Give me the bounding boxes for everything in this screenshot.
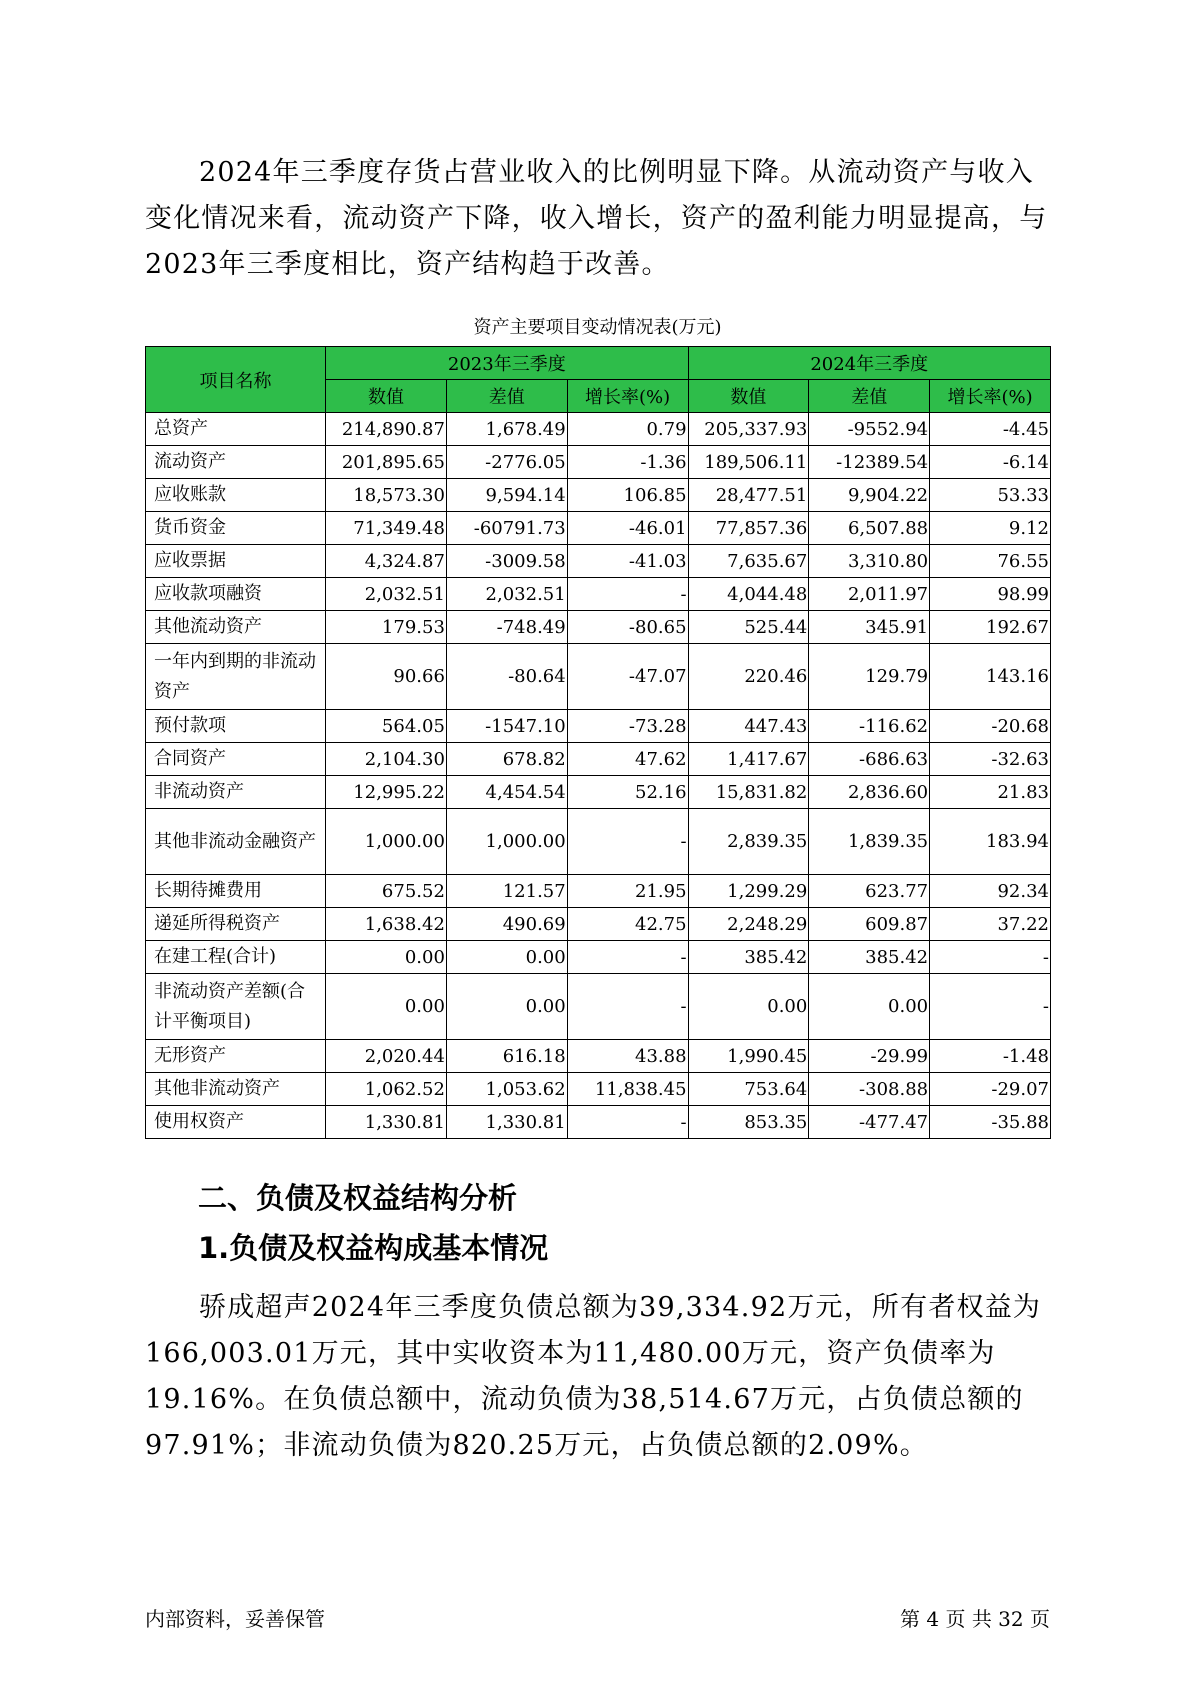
row-value-cell: -29.07 [930,1073,1051,1106]
table-row [146,974,1051,1040]
row-value-cell: 9,594.14 [446,479,567,512]
row-value-cell: 616.18 [446,1040,567,1073]
row-value-cell: 28,477.51 [688,479,809,512]
row-value-cell: 1,330.81 [326,1106,447,1139]
row-value-cell: 609.87 [809,908,930,941]
row-value-cell: 214,890.87 [326,413,447,446]
row-value-cell: 1,638.42 [326,908,447,941]
row-value-cell: 37.22 [930,908,1051,941]
row-value-cell: 143.16 [930,644,1051,710]
liabilities-paragraph [145,1285,1050,1469]
table-row [146,545,1051,578]
intro-paragraph-text: 2024年三季度存货占营业收入的比例明显下降。从流动资产与收入变化情况来看，流动资产下降，收入增长，资产的盈利能力明显提高，与2023年三季度相比，资产结构趋于改善。 [145,157,1048,280]
table-row [146,1106,1051,1139]
row-value-cell: 92.34 [930,875,1051,908]
row-value-cell: 385.42 [688,941,809,974]
row-label: 无形资产 [146,1040,326,1073]
row-value-cell: 385.42 [809,941,930,974]
row-label: 长期待摊费用 [146,875,326,908]
row-value-cell: - [567,809,688,875]
row-value-cell: 4,324.87 [326,545,447,578]
row-value-cell: 9.12 [930,512,1051,545]
row-value-cell: 0.79 [567,413,688,446]
row-value-cell: 220.46 [688,644,809,710]
table-row [146,479,1051,512]
column-header-2023-value: 数值 [326,380,447,413]
row-label: 使用权资产 [146,1106,326,1139]
row-label: 其他非流动金融资产 [146,809,326,875]
row-value-cell: 52.16 [567,776,688,809]
row-value-cell: - [567,578,688,611]
row-value-cell: 21.95 [567,875,688,908]
row-value-cell: 1,000.00 [326,809,447,875]
table-row [146,908,1051,941]
row-value-cell: 121.57 [446,875,567,908]
row-value-cell: 7,635.67 [688,545,809,578]
row-value-cell: -80.64 [446,644,567,710]
row-value-cell: 1,839.35 [809,809,930,875]
table-row [146,743,1051,776]
row-value-cell: 43.88 [567,1040,688,1073]
row-value-cell: -73.28 [567,710,688,743]
row-value-cell: 1,053.62 [446,1073,567,1106]
row-value-cell: -116.62 [809,710,930,743]
row-value-cell: 0.00 [809,974,930,1040]
row-label: 应收账款 [146,479,326,512]
row-value-cell: 490.69 [446,908,567,941]
row-label: 合同资产 [146,743,326,776]
row-value-cell: -3009.58 [446,545,567,578]
row-value-cell: 0.00 [446,974,567,1040]
row-value-cell: 47.62 [567,743,688,776]
row-value-cell: 77,857.36 [688,512,809,545]
row-value-cell: -41.03 [567,545,688,578]
row-value-cell: 0.00 [688,974,809,1040]
row-value-cell: -20.68 [930,710,1051,743]
row-value-cell: -12389.54 [809,446,930,479]
footer-confidential-note: 内部资料，妥善保管 [145,1607,325,1631]
row-value-cell: -2776.05 [446,446,567,479]
row-value-cell: -4.45 [930,413,1051,446]
row-label: 其他流动资产 [146,611,326,644]
row-value-cell: 18,573.30 [326,479,447,512]
row-value-cell: 4,044.48 [688,578,809,611]
row-value-cell: - [567,1106,688,1139]
row-label: 流动资产 [146,446,326,479]
row-value-cell: 201,895.65 [326,446,447,479]
row-value-cell: - [930,974,1051,1040]
row-value-cell: -80.65 [567,611,688,644]
table-row [146,1040,1051,1073]
row-value-cell: 2,032.51 [446,578,567,611]
subsection-heading: 1.负债及权益构成基本情况 [198,1231,549,1265]
row-value-cell: 345.91 [809,611,930,644]
row-label: 一年内到期的非流动资产 [146,644,326,710]
row-value-cell: 15,831.82 [688,776,809,809]
row-value-cell: 1,000.00 [446,809,567,875]
row-label: 非流动资产 [146,776,326,809]
row-value-cell: 11,838.45 [567,1073,688,1106]
column-header-period-2024: 2024年三季度 [688,347,1050,380]
row-value-cell: 447.43 [688,710,809,743]
asset-changes-table [145,346,1051,1139]
row-value-cell: - [567,941,688,974]
row-value-cell: -35.88 [930,1106,1051,1139]
row-value-cell: 2,248.29 [688,908,809,941]
row-value-cell: 3,310.80 [809,545,930,578]
intro-paragraph [145,150,1050,288]
row-label: 递延所得税资产 [146,908,326,941]
row-value-cell: -686.63 [809,743,930,776]
row-value-cell: 71,349.48 [326,512,447,545]
row-label: 预付款项 [146,710,326,743]
row-value-cell: 42.75 [567,908,688,941]
row-label: 应收款项融资 [146,578,326,611]
row-value-cell: 0.00 [446,941,567,974]
table-row [146,809,1051,875]
liabilities-paragraph-text: 骄成超声2024年三季度负债总额为39,334.92万元，所有者权益为166,003.01万元，其中实收资本为11,480.00万元，资产负债率为19.16%。在负债总额中，流动负债为38,514.67万元，占负债总额的97.91%；非流动负债为820.25万元，占负债总额的2.09%。 [145,1292,1042,1461]
row-value-cell: -9552.94 [809,413,930,446]
row-value-cell: 2,839.35 [688,809,809,875]
row-value-cell: 98.99 [930,578,1051,611]
row-label: 其他非流动资产 [146,1073,326,1106]
table-caption: 资产主要项目变动情况表(万元) [473,317,722,338]
row-value-cell: 4,454.54 [446,776,567,809]
table-row [146,644,1051,710]
row-value-cell: 1,330.81 [446,1106,567,1139]
row-label: 总资产 [146,413,326,446]
row-value-cell: 678.82 [446,743,567,776]
row-value-cell: 21.83 [930,776,1051,809]
row-value-cell: -1.36 [567,446,688,479]
table-row [146,941,1051,974]
table-row [146,578,1051,611]
row-value-cell: -477.47 [809,1106,930,1139]
row-value-cell: -46.01 [567,512,688,545]
row-value-cell: 1,062.52 [326,1073,447,1106]
row-value-cell: 2,836.60 [809,776,930,809]
row-value-cell: 564.05 [326,710,447,743]
row-value-cell: -1.48 [930,1040,1051,1073]
row-value-cell: -29.99 [809,1040,930,1073]
row-value-cell: -1547.10 [446,710,567,743]
row-value-cell: 192.67 [930,611,1051,644]
table-row [146,1073,1051,1106]
row-value-cell: 2,020.44 [326,1040,447,1073]
row-value-cell: 6,507.88 [809,512,930,545]
row-value-cell: 675.52 [326,875,447,908]
row-value-cell: 205,337.93 [688,413,809,446]
row-value-cell: -308.88 [809,1073,930,1106]
row-label: 在建工程(合计) [146,941,326,974]
table-header-row-periods [146,347,1051,380]
row-value-cell: -60791.73 [446,512,567,545]
row-value-cell: 1,417.67 [688,743,809,776]
row-value-cell: -748.49 [446,611,567,644]
column-header-2023-growth: 增长率(%) [567,380,688,413]
row-value-cell: 623.77 [809,875,930,908]
row-value-cell: -47.07 [567,644,688,710]
row-value-cell: 106.85 [567,479,688,512]
row-value-cell: -32.63 [930,743,1051,776]
column-header-2024-value: 数值 [688,380,809,413]
row-value-cell: -6.14 [930,446,1051,479]
row-label: 应收票据 [146,545,326,578]
row-value-cell: 853.35 [688,1106,809,1139]
section-heading: 二、负债及权益结构分析 [198,1181,518,1215]
row-value-cell: 2,104.30 [326,743,447,776]
row-label: 非流动资产差额(合计平衡项目) [146,974,326,1040]
row-value-cell: 53.33 [930,479,1051,512]
row-value-cell: 753.64 [688,1073,809,1106]
row-value-cell: 525.44 [688,611,809,644]
table-row [146,710,1051,743]
row-label: 货币资金 [146,512,326,545]
column-header-2024-diff: 差值 [809,380,930,413]
row-value-cell: 1,990.45 [688,1040,809,1073]
row-value-cell: 2,032.51 [326,578,447,611]
row-value-cell: 0.00 [326,974,447,1040]
row-value-cell: 2,011.97 [809,578,930,611]
row-value-cell: 129.79 [809,644,930,710]
table-row [146,611,1051,644]
table-row [146,776,1051,809]
table-row [146,446,1051,479]
table-row [146,875,1051,908]
row-value-cell: 90.66 [326,644,447,710]
row-value-cell: 76.55 [930,545,1051,578]
footer-page-number: 第 4 页 共 32 页 [900,1607,1050,1631]
table-body [146,413,1051,1139]
table-row [146,512,1051,545]
column-header-2024-growth: 增长率(%) [930,380,1051,413]
row-value-cell: 12,995.22 [326,776,447,809]
column-header-item-name: 项目名称 [146,347,326,413]
row-value-cell: 179.53 [326,611,447,644]
row-value-cell: 9,904.22 [809,479,930,512]
row-value-cell: 1,678.49 [446,413,567,446]
row-value-cell: - [930,941,1051,974]
table-row [146,413,1051,446]
row-value-cell: 183.94 [930,809,1051,875]
column-header-period-2023: 2023年三季度 [326,347,688,380]
row-value-cell: 1,299.29 [688,875,809,908]
row-value-cell: - [567,974,688,1040]
row-value-cell: 0.00 [326,941,447,974]
column-header-2023-diff: 差值 [446,380,567,413]
row-value-cell: 189,506.11 [688,446,809,479]
